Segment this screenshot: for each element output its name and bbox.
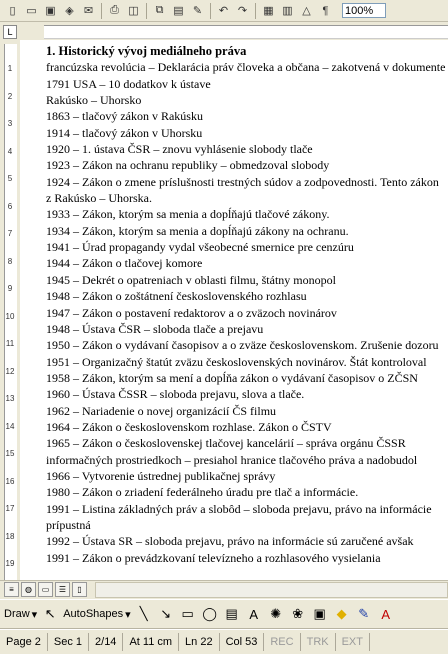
tab-selector[interactable]: L — [3, 25, 17, 39]
fill-color-icon[interactable]: ◆ — [336, 606, 347, 621]
status-rec[interactable]: REC — [264, 633, 300, 651]
document-line[interactable]: 1948 – Ústava ČSR – sloboda tlače a prejavu — [46, 321, 264, 336]
vertical-ruler-number: 7 — [7, 229, 13, 238]
status-page-of: 2/14 — [89, 633, 123, 651]
document-line[interactable]: 1934 – Zákon, ktorým sa menia a dopĺňajú zákony na ochranu. — [46, 223, 349, 238]
draw-label: Draw — [4, 608, 30, 620]
vertical-ruler-number: 18 — [5, 531, 15, 541]
line-color-icon[interactable]: ✎ — [358, 606, 370, 621]
document-line[interactable]: z Rakúsko – Uhorska. — [46, 191, 152, 206]
picture-icon[interactable]: ▣ — [313, 606, 326, 621]
document-line[interactable]: 1965 – Zákon o československej tlačovej kancelárií – správa orgánu ČSSR — [46, 436, 406, 451]
vertical-ruler-number: 1 — [7, 64, 13, 73]
horizontal-ruler[interactable] — [0, 22, 448, 41]
document-line[interactable]: 1947 – Zákon o postavení redaktorov a o zväzoch novinárov — [46, 305, 337, 320]
document-line[interactable]: francúzska revolúcia – Deklarácia práv človeka a občana – zakotvená v dokumente — [46, 60, 446, 75]
document-line[interactable]: 1941 – Úrad propagandy vydal všeobecné smernice pre cenzúru — [46, 240, 354, 255]
rectangle-tool-icon[interactable]: ▭ — [181, 606, 194, 621]
document-page[interactable] — [20, 40, 448, 580]
ruler-track — [44, 25, 448, 39]
document-line[interactable]: 1958 – Zákon, ktorým sa mení a dopĺňa zákon o vydávaní časopisov o ZČSN — [46, 370, 418, 385]
redo-icon[interactable]: ↷ — [237, 5, 248, 17]
vertical-ruler-number: 2 — [7, 91, 13, 101]
document-line[interactable]: prípustná — [46, 517, 91, 532]
toolbar-separator — [146, 3, 147, 19]
document-line[interactable]: 1914 – tlačový zákon v Uhorsku — [46, 125, 203, 140]
vertical-ruler[interactable] — [0, 40, 21, 580]
outline-view-icon[interactable]: ☰ — [55, 582, 70, 597]
vertical-ruler-number: 3 — [7, 119, 13, 128]
document-line[interactable]: 1863 – tlačový zákon v Rakúsku — [46, 109, 203, 124]
status-bar — [0, 629, 448, 654]
vertical-ruler-number: 5 — [7, 174, 13, 183]
open-folder-icon[interactable]: ▭ — [26, 5, 37, 17]
view-bar — [0, 580, 448, 598]
vertical-ruler-number: 13 — [5, 394, 15, 403]
document-line[interactable]: 1933 – Zákon, ktorým sa menia a dopĺňajú tlačové zákony. — [46, 207, 330, 222]
status-column: Col 53 — [220, 633, 265, 651]
show-hide-paragraph-icon[interactable]: ¶ — [322, 4, 329, 17]
vertical-ruler-number: 14 — [5, 421, 15, 431]
document-line[interactable]: 1791 USA – 10 dodatkov k ústave — [46, 76, 211, 91]
vertical-ruler-number: 8 — [7, 256, 13, 266]
vertical-ruler-number: 15 — [5, 449, 15, 458]
document-line[interactable]: 1923 – Zákon na ochranu republiky – obmedzoval slobody — [46, 158, 330, 173]
drawing-icon[interactable]: △ — [302, 5, 311, 17]
format-painter-icon[interactable]: ✎ — [192, 5, 203, 17]
vertical-ruler-number: 19 — [5, 559, 15, 568]
document-line[interactable]: 1991 – Zákon o prevádzkovaní televízneho a rozhlasového vysielania — [46, 550, 381, 565]
document-line[interactable]: 1992 – Ústava SR – sloboda prejavu, právo na informácie sú zaručené avšak — [46, 534, 414, 549]
print-preview-icon[interactable]: ◫ — [128, 5, 139, 17]
print-layout-view-icon[interactable]: ▭ — [38, 582, 53, 597]
vertical-ruler-number: 6 — [7, 201, 13, 211]
text-box-icon[interactable]: ▤ — [225, 606, 238, 621]
horizontal-scrollbar[interactable] — [95, 582, 448, 598]
zoom-select[interactable]: 100% — [342, 3, 386, 18]
document-line[interactable]: 1920 – 1. ústava ČSR – znovu vyhlásenie slobody tlače — [46, 142, 313, 157]
document-line[interactable]: 1960 – Ústava ČSSR – sloboda prejavu, slova a tlače. — [46, 387, 305, 402]
font-color-icon[interactable]: A — [381, 606, 390, 622]
document-line[interactable]: 1945 – Dekrét o opatreniach v oblasti filmu, štátny monopol — [46, 272, 336, 287]
vertical-ruler-number: 10 — [5, 311, 15, 321]
select-objects-icon[interactable]: ↖ — [44, 606, 56, 621]
wordart-icon[interactable]: A — [249, 606, 258, 622]
document-line[interactable]: 1924 – Zákon o zmene príslušnosti trestných súdov a zodpovednosti. Tento zákon — [46, 174, 439, 189]
status-section: Sec 1 — [48, 633, 89, 651]
document-line[interactable]: 1966 – Vytvorenie ústrednej publikačnej správy — [46, 468, 276, 483]
paste-icon[interactable]: ▤ — [173, 5, 184, 17]
standard-toolbar — [0, 0, 448, 22]
new-document-icon[interactable]: ▯ — [9, 5, 16, 17]
document-line[interactable]: 1951 – Organizačný štatút zväzu československých novinárov. Štát kontroloval — [46, 354, 427, 369]
web-layout-view-icon[interactable]: ◍ — [21, 582, 36, 597]
undo-icon[interactable]: ↶ — [218, 5, 229, 17]
document-line[interactable]: 1964 – Zákon o československom rozhlase. Zákon o ČSTV — [46, 419, 332, 434]
status-ext[interactable]: EXT — [336, 633, 370, 651]
chevron-down-icon: ▾ — [125, 608, 131, 621]
document-line[interactable]: 1962 – Nariadenie o novej organizácií ČS filmu — [46, 403, 277, 418]
oval-tool-icon[interactable]: ◯ — [202, 606, 217, 621]
toolbar-separator — [210, 3, 211, 19]
document-heading[interactable]: 1. Historický vývoj mediálneho práva — [46, 44, 247, 58]
clip-art-icon[interactable]: ❀ — [292, 606, 304, 621]
document-line[interactable]: 1948 – Zákon o zoštátnení československého rozhlasu — [46, 289, 307, 304]
document-line[interactable]: 1991 – Listina základných práv a slobôd – sloboda prejavu, právo na informácie — [46, 501, 432, 516]
status-line: Ln 22 — [179, 633, 220, 651]
autoshapes-label: AutoShapes — [63, 608, 124, 620]
vertical-ruler-number: 9 — [7, 284, 13, 293]
document-line[interactable]: 1950 – Zákon o vydávaní časopisov a o zväze československom. Zrušenie dozoru — [46, 338, 439, 353]
line-tool-icon[interactable]: ╲ — [139, 606, 148, 621]
reading-layout-view-icon[interactable]: ▯ — [72, 582, 87, 597]
status-at: At 11 cm — [123, 633, 179, 651]
vertical-ruler-number: 12 — [5, 366, 15, 376]
status-trk[interactable]: TRK — [301, 633, 336, 651]
toolbar-separator — [255, 3, 256, 19]
drawing-toolbar — [0, 599, 448, 629]
status-page: Page 2 — [0, 633, 48, 651]
table-icon[interactable]: ▦ — [263, 5, 274, 17]
normal-view-icon[interactable]: ≡ — [4, 582, 19, 597]
diagram-icon[interactable]: ✺ — [270, 606, 282, 621]
vertical-ruler-number: 11 — [5, 339, 15, 348]
document-line[interactable]: Rakúsko – Uhorsko — [46, 93, 142, 108]
document-line[interactable]: informačných prostriedkoch – presiahol hranice tlačového práva a nadobudol — [46, 452, 418, 467]
permission-icon[interactable]: ◈ — [65, 5, 74, 17]
toolbar-separator — [101, 3, 102, 19]
copy-icon[interactable]: ⧉ — [155, 4, 164, 16]
save-icon[interactable]: ▣ — [45, 5, 56, 17]
columns-icon[interactable]: ▥ — [282, 5, 293, 17]
autoshapes-menu-button[interactable] — [63, 608, 130, 621]
draw-menu-button[interactable] — [4, 608, 37, 621]
vertical-ruler-number: 4 — [7, 146, 13, 156]
document-line[interactable] — [46, 566, 448, 580]
arrow-tool-icon[interactable]: ↘ — [160, 606, 172, 621]
vertical-ruler-number: 16 — [5, 476, 15, 486]
chevron-down-icon: ▾ — [31, 608, 38, 621]
email-icon[interactable]: ✉ — [83, 5, 94, 17]
document-line[interactable]: 1944 – Zákon o tlačovej komore — [46, 256, 203, 271]
document-text[interactable] — [46, 43, 448, 580]
vertical-ruler-number: 17 — [5, 504, 15, 513]
document-line[interactable]: 1980 – Zákon o zriadení federálneho úradu pre tlač a informácie. — [46, 485, 359, 500]
print-icon[interactable]: ⎙ — [110, 4, 119, 16]
